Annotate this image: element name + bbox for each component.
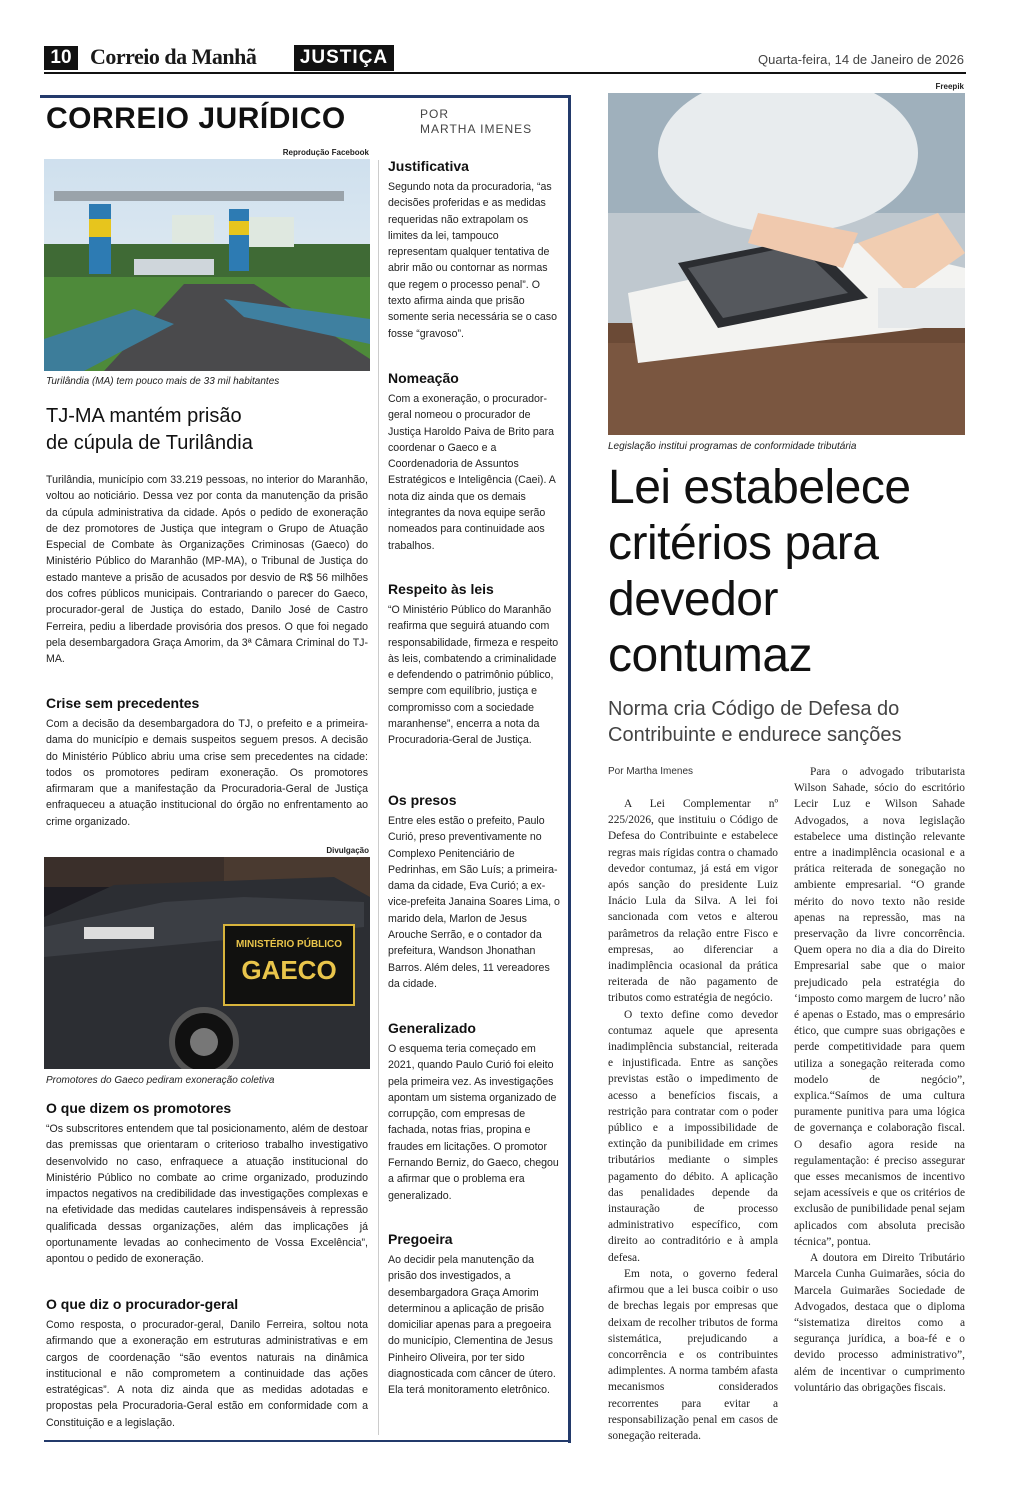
main-headline-line-2: critérios para xyxy=(608,517,879,570)
section-label: JUSTIÇA xyxy=(294,45,394,71)
photo-caption: Promotores do Gaeco pediram exoneração coletiva xyxy=(46,1075,275,1086)
subhead-generalizado: Generalizado xyxy=(388,1020,476,1036)
main-article-column-1 xyxy=(608,796,778,1444)
body-pregoeira: Ao decidir pela manutenção da prisão dos investigados, a desembargadora Graça Amorim determinou a aplicação de prisão domiciliar apenas para a pregoeira do município, Clementina de Jesus Pinheiro Oliveira, por ter sido diagnosticada com câncer de útero. Ela terá monitoramento eletrônico. xyxy=(388,1254,556,1397)
car-sign-line-2: GAECO xyxy=(241,955,337,985)
subhead-procurador: O que diz o procurador-geral xyxy=(46,1296,239,1312)
article-headline xyxy=(46,403,366,457)
body-crise: Com a decisão da desembargadora do TJ, o prefeito e a primeira-dama do município e demais suspeitos seguem presos. A decisão do Ministério Público abriu uma crise sem precedentes na cidade: todos os promotores pediram exoneração. Os promotores afirmaram que a manifestação da Procuradoria-Geral de Justiça enfraqueceu a atuação institucional do órgão no enfrentamento ao crime organizado. xyxy=(46,718,368,828)
paragraph: Para o advogado tributarista Wilson Sahade, sócio do escritório Lecir Luz e Wilson Sahade Advogados, a nova legislação estabelece uma distinção relevante entre a inadimplência ocasional e a prática reiterada de sonegação no ambiente empresarial. “O grande mérito do novo texto não reside apenas na repressão, mas na preservação da livre concorrência. Quem opera no dia a dia do Direito Empresarial sabe que o maior prejudicado pela estratégia do ‘imposto como margem de lucro’ não é apenas o Estado, mas o empresário ético, que cumpre suas obrigações e perde competitividade para quem utiliza a sonegação reiterada como modelo de negócio”, explica.“Saímos de uma cultura puramente punitiva para uma lógica de governança e colaboração fiscal. O desafio agora reside na regulamentação: é preciso assegurar que esses mecanismos de incentivo sejam acessíveis e que os critérios de exclusão de punibilidade penal sejam aplicados com absoluta precisão técnica”, pontua. xyxy=(794,766,965,1248)
paragraph: Em nota, o governo federal afirmou que a lei busca coibir o uso de brechas legais por empresas que deixam de recolher tributos de forma sistemática, prejudicando a concorrência e os contribuintes adimplentes. A norma também afasta mecanismos considerados recorrentes para evitar a responsabilização penal em casos de sonegação reiterada. xyxy=(608,1267,778,1442)
subhead-crise: Crise sem precedentes xyxy=(46,695,200,711)
column-title-bar xyxy=(44,95,374,98)
byline-por: POR xyxy=(420,107,450,121)
headline-line-2: de cúpula de Turilândia xyxy=(46,432,253,454)
subhead-justificativa: Justificativa xyxy=(388,158,469,174)
deck-line-2: Contribuinte e endurece sanções xyxy=(608,724,902,746)
turilandia-photo xyxy=(44,159,370,371)
deck-line-1: Norma cria Código de Defesa do xyxy=(608,698,900,720)
deck xyxy=(608,696,902,748)
header-rule xyxy=(44,72,966,74)
gaeco-photo xyxy=(44,857,370,1069)
body-justificativa: Segundo nota da procuradoria, “as decisões proferidas e as medidas requeridas não extrapolam os limites da lei, tampouco representam qualquer tentativa de abrir mão ou contornar as normas que regem o processo penal”. O texto afirma ainda que prisão somente seria necessária se o caso fosse “gravoso”. xyxy=(388,181,557,340)
photo-credit: Freepik xyxy=(935,82,964,91)
photo-caption: Turilândia (MA) tem pouco mais de 33 mil habitantes xyxy=(46,376,280,387)
page-number: 10 xyxy=(44,46,78,70)
car-sign-line-1: MINISTÉRIO PÚBLICO xyxy=(235,939,343,950)
paragraph: A doutora em Direito Tributário Marcela Cunha Guimarães, sócia do Marcela Guimarães Sociedade de Advogados, destaca que o diploma “sistematiza direitos como a segurança jurídica, a boa-fé e o devido processo administrativo”, além de incentivar o cumprimento voluntário das obrigações fiscais. xyxy=(794,1252,965,1394)
body-procurador: Como resposta, o procurador-geral, Danilo Ferreira, soltou nota afirmando que a exoneração em estruturas administrativas e em cargos de coordenação “são eventos naturais na dinâmica institucional e não comprometem a continuidade das ações estratégicas”. A nota diz ainda que as medidas adotadas e propostas pela Procuradoria-Geral estão em conformidade com a Constituição e a legislação. xyxy=(46,1319,368,1429)
column-byline xyxy=(420,107,532,137)
body-nomeacao: Com a exoneração, o procurador-geral nomeou o procurador de Justiça Haroldo Paiva de Brito para coordenar o Gaeco e a Coordenadoria de Assuntos Estratégicos e Inteligência (Caei). A nota diz ainda que os demais integrantes da nova equipe serão nomeados para continuidade aos trabalhos. xyxy=(388,393,556,552)
body-respeito: “O Ministério Público do Maranhão reafirma que seguirá atuando com responsabilidade, firmeza e respeito às leis, combatendo a criminalidade e defendendo o patrimônio público, sempre com equilíbrio, justiça e compromisso com a sociedade maranhense”, encerra a nota da Procuradoria-Geral de Justiça. xyxy=(388,604,559,747)
main-headline-line-4: contumaz xyxy=(608,629,813,682)
headline-line-1: TJ-MA mantém prisão xyxy=(46,405,242,427)
calculator-image xyxy=(608,93,965,435)
body-generalizado: O esquema teria começado em 2021, quando Paulo Curió foi eleito pela primeira vez. As investigações apontam um sistema organizado de corrupção, com empresas de fachada, notas frias, propina e fraudes em licitações. O promotor Fernando Berniz, do Gaeco, chegou a afirmar que o problema era generalizado. xyxy=(388,1043,559,1202)
gaeco-car-image xyxy=(44,857,370,1069)
main-headline-line-1: Lei estabelece xyxy=(608,461,911,514)
paragraph: O texto define como devedor contumaz aquele que apresenta inadimplência substancial, reiterada e injustificada. Entre as sanções previstas estão o impedimento de acesso a benefícios fiscais, a restrição para contratar com o poder público e a impossibilidade de extinção da punibilidade em crimes tributários mediante o simples pagamento do débito. A aplicação das penalidades depende da instauração de processo administrativo específico, com direito ao contraditório e à ampla defesa. xyxy=(608,1008,778,1264)
subhead-respeito: Respeito às leis xyxy=(388,581,494,597)
turilandia-gate-image xyxy=(44,159,370,371)
main-headline xyxy=(608,460,911,684)
main-headline-line-3: devedor xyxy=(608,573,778,626)
byline-author: MARTHA IMENES xyxy=(420,122,533,136)
column-box-bottom xyxy=(44,1440,569,1442)
subhead-promotores: O que dizem os promotores xyxy=(46,1100,232,1116)
issue-date: Quarta-feira, 14 de Janeiro de 2026 xyxy=(758,52,964,67)
body-presos: Entre eles estão o prefeito, Paulo Curió, preso preventivamente no Complexo Penitenciário de Pedrinhas, em São Luís; a primeira-dama da cidade, Eva Curió; a ex-vice-prefeita Janaina Soares Lima, o marido dela, Marlon de Jesus Arouche Serrão, e o contador da prefeitura, Wandson Jhonathan Barros. Além deles, 11 vereadores da cidade. xyxy=(388,815,560,990)
article-body-intro: Turilândia, município com 33.219 pessoas, no interior do Maranhão, voltou ao noticiário. Dessa vez por conta da manutenção da prisão da cúpula administrativa da cidade. Após o pedido de exoneração de dez promotores de Justiça que integram o Grupo de Atuação Especial de Combate às Organizações Criminosas (Gaeco) do Ministério Público do Maranhão (MP-MA), o Tribunal de Justiça do estado manteve a prisão de acusados por desvio de R$ 56 milhões dos cofres públicos municipais. Contrariando o parecer do Gaeco, procurador-geral de Justiça do estado, Danilo José de Castro Ferreira, pediu a liberdade provisória dos presos. O que foi negado pela desembargadora Graça Amorim, da 3ª Câmara Criminal do TJ-MA. xyxy=(46,474,368,666)
column-divider xyxy=(378,160,379,1435)
photo-credit: Divulgação xyxy=(326,846,369,855)
calculator-photo xyxy=(608,93,965,435)
photo-credit: Reprodução Facebook xyxy=(282,148,369,157)
subhead-presos: Os presos xyxy=(388,792,457,808)
subhead-pregoeira: Pregoeira xyxy=(388,1231,453,1247)
subhead-nomeacao: Nomeação xyxy=(388,370,459,386)
paragraph: A Lei Complementar nº 225/2026, que instituiu o Código de Defesa do Contribuinte e estabelece regras mais rígidas contra o chamado devedor contumaz, já está em vigor após sanção do presidente Luiz Inácio Lula da Silva. A lei foi sancionada com vetos e alterou parâmetros da relação entre Fisco e empresas, ao diferenciar a inadimplência ocasional da prática reiterada de não pagamento de tributos como estratégia de negócio. xyxy=(608,798,778,1005)
body-promotores: “Os subscritores entendem que tal posicionamento, além de destoar das premissas que orientaram o criterioso trabalho investigativo desenvolvido no caso, enfraquece a atuação institucional do Ministério Público no combate ao crime organizado, produzindo impactos negativos na credibilidade das investigações complexas e na efetividade das medidas cautelares indispensáveis à repressão qualificada dessas organizações, além das implicações já oportunamente levadas ao conhecimento de Vossa Excelência”, apontou o pedido de exoneração. xyxy=(46,1123,368,1266)
newspaper-name: Correio da Manhã xyxy=(90,44,257,69)
main-article-column-2 xyxy=(794,764,965,1396)
article-byline: Por Martha Imenes xyxy=(608,766,694,777)
column-title: CORREIO JURÍDICO xyxy=(46,102,346,135)
photo-caption: Legislação institui programas de conformidade tributária xyxy=(608,441,857,452)
